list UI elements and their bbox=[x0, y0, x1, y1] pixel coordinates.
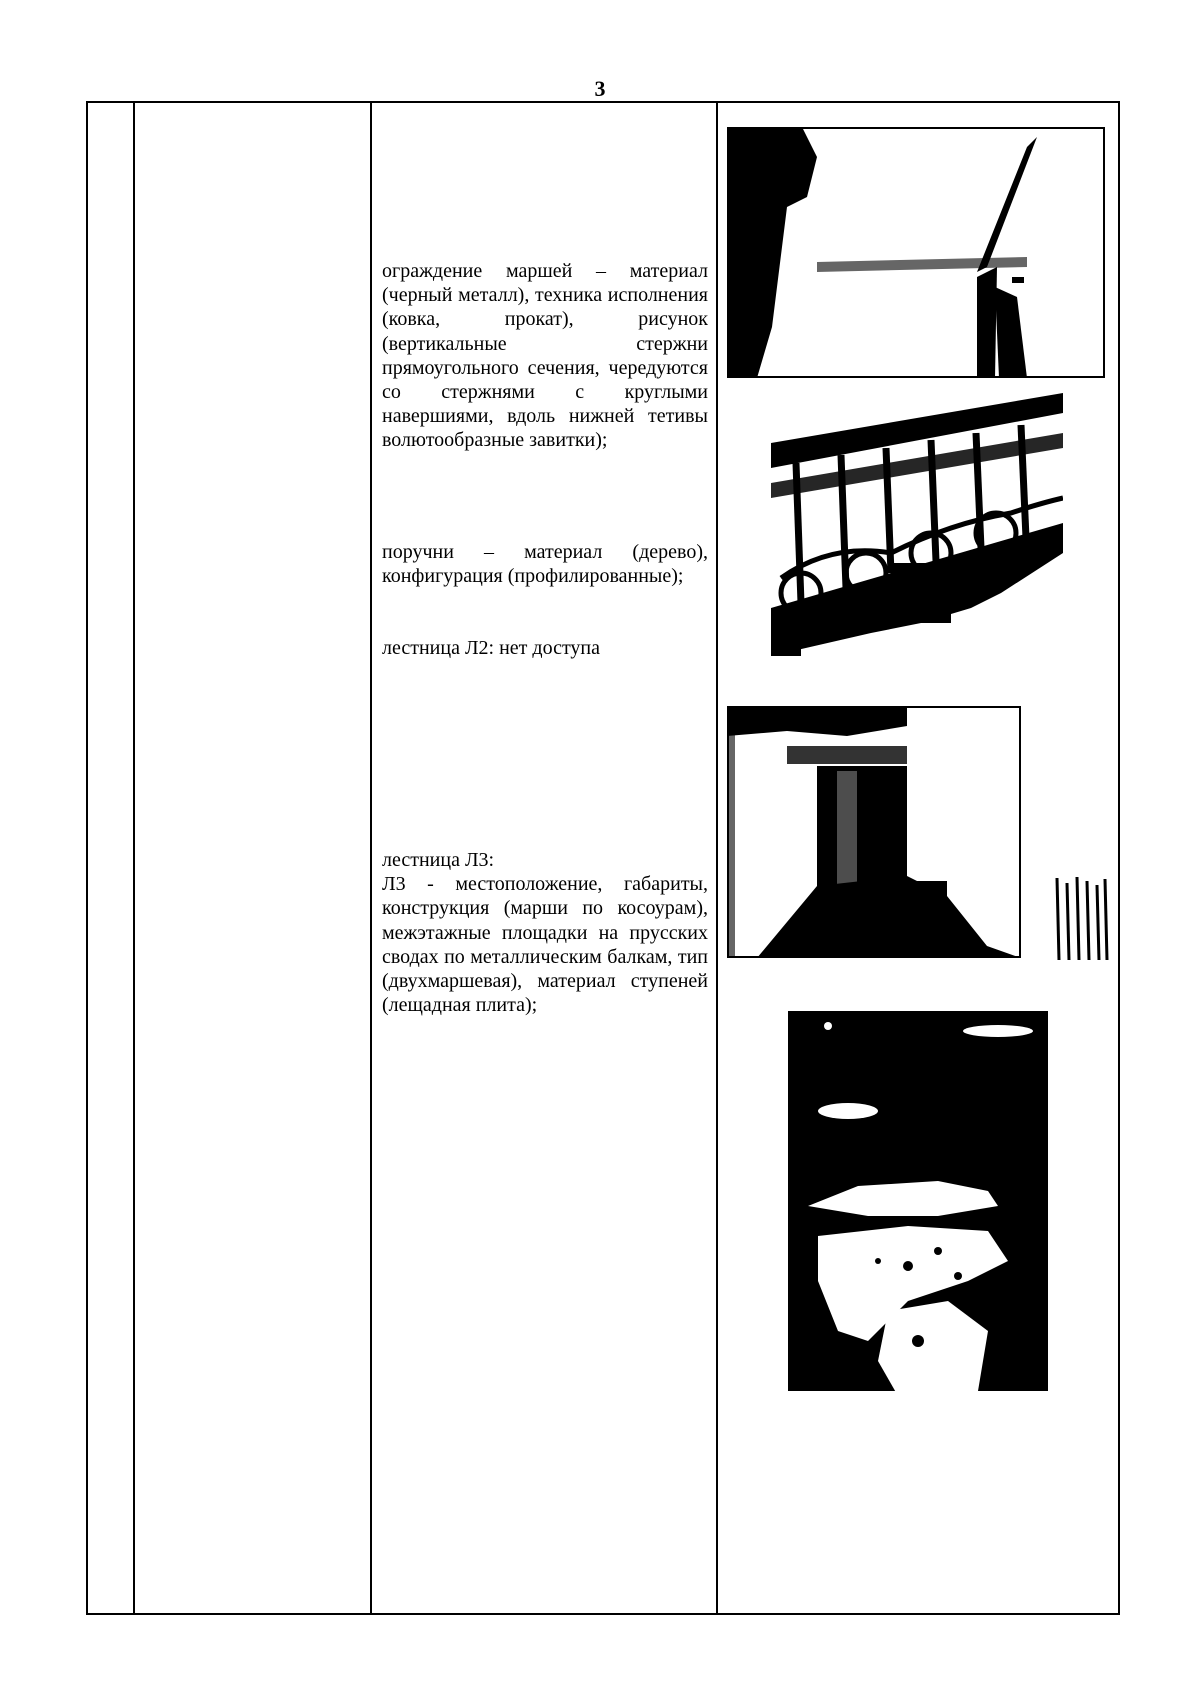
column-divider-3 bbox=[716, 101, 718, 1615]
stair-l3-block bbox=[382, 848, 708, 1017]
stair-l2-note: лестница Л2: нет доступа bbox=[382, 637, 601, 659]
page-number: 3 bbox=[594, 76, 606, 101]
photo-railing-volutes bbox=[771, 393, 1063, 656]
stair-l3-description: Л3 - местоположение, габариты, конструкция (марши по косоурам), межэтажные площадки на прусских сводах по металлическим балкам, тип (двухмаршевая), материал ступеней (лещадная плита); bbox=[382, 873, 708, 1017]
stair-l3-title: лестница Л3: bbox=[382, 849, 495, 871]
column-divider-1 bbox=[133, 101, 135, 1615]
photo-stairwell-ceiling bbox=[727, 127, 1105, 378]
railing-description: ограждение маршей – материал (черный металл), техника исполнения (ковка, прокат), рисунок (вертикальные стержни прямоугольного сечения, чередуются со стержнями с круглыми навершиями, вдоль нижней тетивы волютообразные завитки); bbox=[382, 260, 708, 452]
photo-balusters-fragment bbox=[1053, 873, 1109, 960]
photo-stair-l3 bbox=[727, 706, 1021, 958]
column-divider-2 bbox=[370, 101, 372, 1615]
handrails-description: поручни – материал (дерево), конфигурация (профилированные); bbox=[382, 541, 708, 588]
photo-vault-interior bbox=[788, 1011, 1048, 1399]
